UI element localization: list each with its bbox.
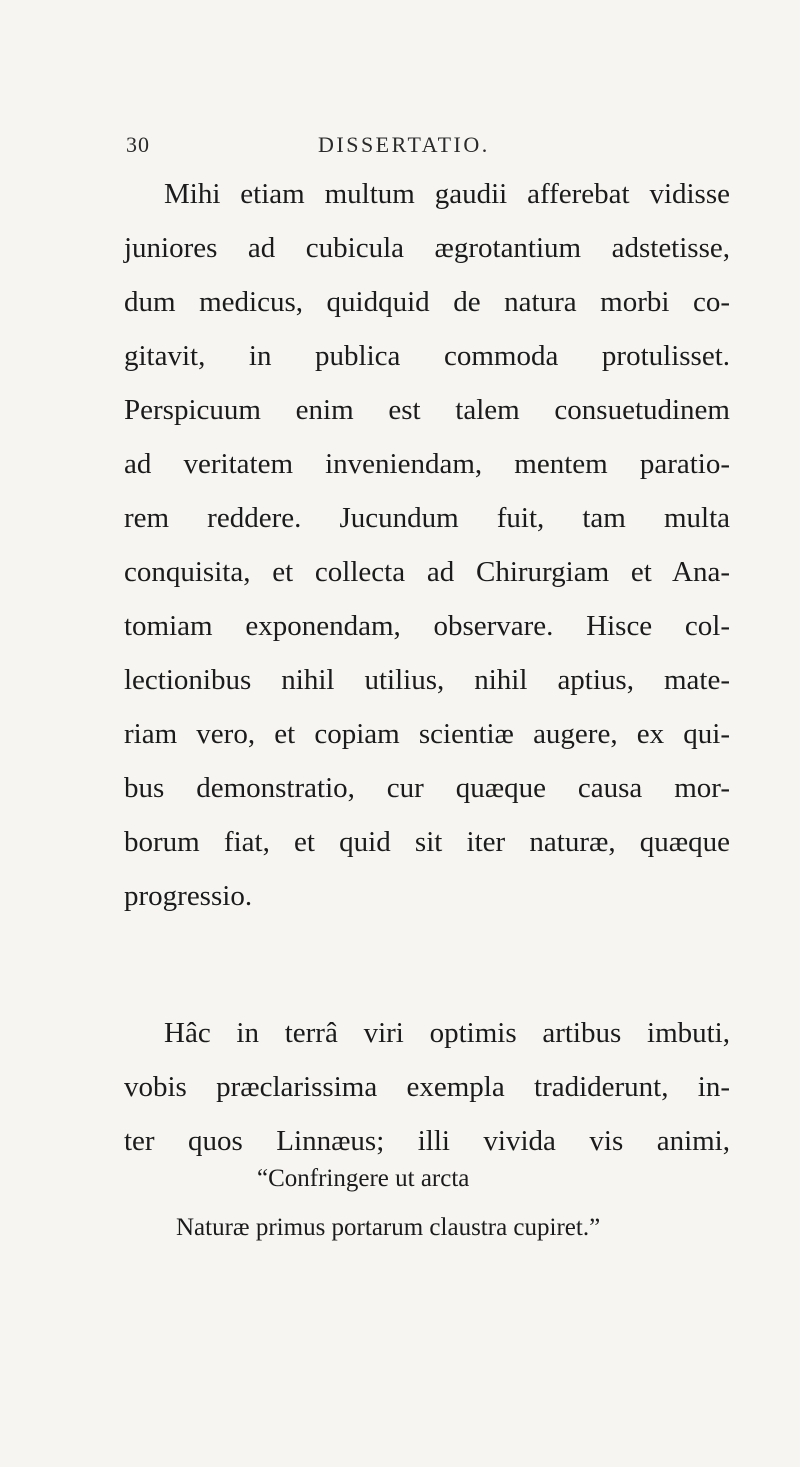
- paragraph-1: [124, 167, 730, 923]
- text-line: vobis præclarissima exempla tradiderunt, in-: [124, 1071, 730, 1103]
- running-title: DISSERTATIO.: [318, 132, 490, 157]
- text-line: dum medicus, quidquid de natura morbi co-: [124, 286, 730, 318]
- text-line: rem reddere. Jucundum fuit, tam multa: [124, 502, 730, 534]
- text-line: ter quos Linnæus; illi vivida vis animi,: [124, 1125, 730, 1157]
- text-line: bus demonstratio, cur quæque causa mor-: [124, 772, 730, 804]
- text-line: riam vero, et copiam scientiæ augere, ex qui-: [124, 718, 730, 750]
- text-line: ad veritatem inveniendam, mentem paratio-: [124, 448, 730, 480]
- text-line: lectionibus nihil utilius, nihil aptius, mate-: [124, 664, 730, 696]
- text-line: gitavit, in publica commoda protulisset.: [124, 340, 730, 372]
- quote-line: Naturæ primus portarum claustra cupiret.”: [176, 1214, 601, 1241]
- text-line: juniores ad cubicula ægrotantium adstetisse,: [124, 232, 730, 264]
- text-line: borum fiat, et quid sit iter naturæ, quæque: [124, 826, 730, 858]
- text-line: Mihi etiam multum gaudii afferebat vidisse: [164, 178, 730, 210]
- text-line: conquisita, et collecta ad Chirurgiam et Ana-: [124, 556, 730, 588]
- quote-line: “Confringere ut arcta: [257, 1165, 470, 1192]
- text-line: progressio.: [124, 880, 253, 912]
- page-header: [0, 132, 800, 162]
- page-number: 30: [126, 132, 150, 157]
- text-line: Perspicuum enim est talem consuetudinem: [124, 394, 730, 426]
- paragraph-2: [124, 1006, 730, 1168]
- text-line: tomiam exponendam, observare. Hisce col-: [124, 610, 730, 642]
- text-line: Hâc in terrâ viri optimis artibus imbuti,: [164, 1017, 730, 1049]
